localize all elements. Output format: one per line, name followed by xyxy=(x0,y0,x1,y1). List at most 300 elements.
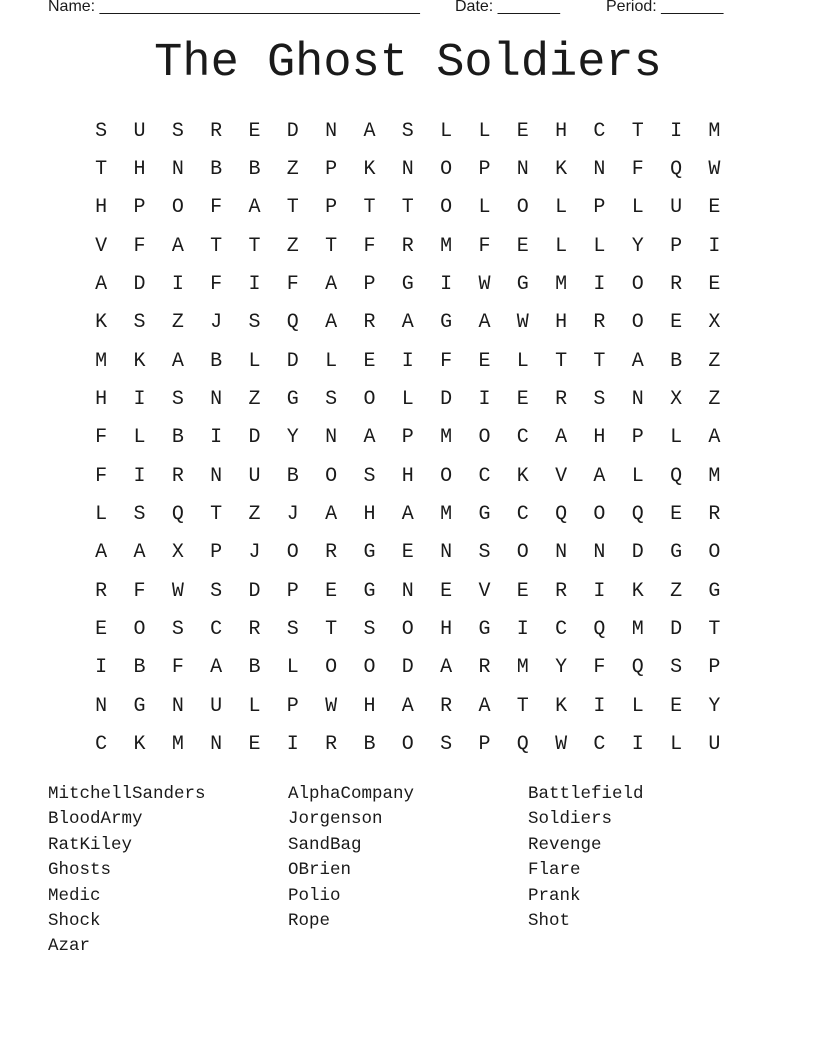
grid-cell: O xyxy=(133,617,146,641)
grid-cell: O xyxy=(440,464,453,488)
grid-cell: I xyxy=(593,694,606,718)
grid-cell: L xyxy=(325,349,338,373)
grid-row xyxy=(82,380,734,418)
grid-cell: T xyxy=(325,617,338,641)
grid-cell: M xyxy=(631,617,644,641)
grid-cell: I xyxy=(95,656,108,680)
grid-cell: H xyxy=(440,617,453,641)
grid-cell: A xyxy=(325,502,338,526)
grid-cell: W xyxy=(555,732,568,756)
grid-cell: O xyxy=(401,617,414,641)
grid-cell: N xyxy=(210,732,223,756)
grid-cell: M xyxy=(440,426,453,450)
grid-cell: G xyxy=(478,617,491,641)
grid-cell: K xyxy=(555,157,568,181)
grid-cell: R xyxy=(95,579,108,603)
grid-cell: D xyxy=(670,617,683,641)
grid-cell: T xyxy=(363,196,376,220)
grid-cell: U xyxy=(210,694,223,718)
grid-cell: N xyxy=(401,579,414,603)
grid-cell: E xyxy=(670,502,683,526)
grid-cell: T xyxy=(210,502,223,526)
grid-cell: Z xyxy=(248,387,261,411)
word-column-1 xyxy=(48,782,278,960)
grid-cell: K xyxy=(95,311,108,335)
grid-cell: I xyxy=(708,234,721,258)
grid-cell: P xyxy=(133,196,146,220)
grid-cell: L xyxy=(670,732,683,756)
grid-cell: R xyxy=(248,617,261,641)
grid-cell: D xyxy=(440,387,453,411)
grid-cell: E xyxy=(363,349,376,373)
grid-cell: G xyxy=(363,541,376,565)
word-item: AlphaCompany xyxy=(288,784,415,804)
grid-cell: I xyxy=(516,617,529,641)
grid-row xyxy=(82,495,734,533)
grid-cell: N xyxy=(593,157,606,181)
grid-cell: F xyxy=(210,196,223,220)
grid-cell: R xyxy=(401,234,414,258)
grid-cell: E xyxy=(516,579,529,603)
grid-cell: K xyxy=(555,694,568,718)
grid-cell: L xyxy=(631,464,644,488)
grid-row xyxy=(82,687,734,725)
word-column-3 xyxy=(528,782,758,934)
grid-cell: O xyxy=(286,541,299,565)
word-item: Medic xyxy=(48,885,101,906)
grid-cell: T xyxy=(248,234,261,258)
grid-cell: C xyxy=(210,617,223,641)
grid-cell: O xyxy=(363,656,376,680)
name-field: Name: ____________________________________ xyxy=(48,0,420,15)
grid-cell: P xyxy=(325,196,338,220)
grid-cell: D xyxy=(248,426,261,450)
grid-cell: I xyxy=(440,272,453,296)
grid-cell: B xyxy=(286,464,299,488)
grid-cell: Q xyxy=(631,656,644,680)
grid-cell: R xyxy=(708,502,721,526)
grid-cell: S xyxy=(363,617,376,641)
worksheet-header xyxy=(48,0,748,20)
grid-cell: L xyxy=(440,119,453,143)
grid-cell: G xyxy=(670,541,683,565)
grid-cell: S xyxy=(95,119,108,143)
grid-cell: Y xyxy=(708,694,721,718)
grid-cell: S xyxy=(478,541,491,565)
word-item: Shot xyxy=(528,911,571,932)
grid-row xyxy=(82,342,734,380)
grid-cell: Z xyxy=(248,502,261,526)
grid-cell: T xyxy=(401,196,414,220)
word-item: BloodArmy xyxy=(48,809,143,830)
grid-cell: Q xyxy=(171,502,184,526)
word-item: Jorgenson xyxy=(288,809,383,830)
grid-cell: Z xyxy=(670,579,683,603)
grid-cell: N xyxy=(171,694,184,718)
grid-cell: T xyxy=(516,694,529,718)
grid-cell: S xyxy=(363,464,376,488)
grid-cell: I xyxy=(171,272,184,296)
grid-cell: V xyxy=(95,234,108,258)
word-item: Ghosts xyxy=(48,860,112,881)
grid-cell: N xyxy=(440,541,453,565)
grid-cell: S xyxy=(593,387,606,411)
grid-cell: I xyxy=(133,387,146,411)
grid-cell: S xyxy=(171,617,184,641)
grid-cell: H xyxy=(593,426,606,450)
grid-cell: A xyxy=(593,464,606,488)
grid-cell: B xyxy=(210,349,223,373)
grid-cell: S xyxy=(670,656,683,680)
grid-cell: A xyxy=(363,426,376,450)
word-item: Battlefield xyxy=(528,784,644,804)
grid-cell: I xyxy=(631,732,644,756)
grid-cell: J xyxy=(210,311,223,335)
puzzle-title: The Ghost Soldiers xyxy=(154,37,662,90)
grid-cell: N xyxy=(593,541,606,565)
grid-cell: Z xyxy=(286,157,299,181)
grid-cell: F xyxy=(95,426,108,450)
grid-cell: R xyxy=(478,656,491,680)
grid-cell: N xyxy=(210,464,223,488)
grid-cell: Q xyxy=(555,502,568,526)
grid-cell: F xyxy=(286,272,299,296)
grid-cell: O xyxy=(593,502,606,526)
grid-cell: V xyxy=(478,579,491,603)
grid-cell: E xyxy=(516,387,529,411)
grid-cell: H xyxy=(401,464,414,488)
word-item: Flare xyxy=(528,860,581,881)
word-item: RatKiley xyxy=(48,834,133,855)
grid-cell: E xyxy=(440,579,453,603)
grid-cell: F xyxy=(631,157,644,181)
word-item: Shock xyxy=(48,911,101,932)
grid-cell: E xyxy=(670,694,683,718)
grid-cell: G xyxy=(401,272,414,296)
grid-cell: V xyxy=(555,464,568,488)
grid-cell: P xyxy=(325,157,338,181)
grid-cell: N xyxy=(631,387,644,411)
grid-row xyxy=(82,457,734,495)
grid-cell: A xyxy=(555,426,568,450)
grid-cell: A xyxy=(478,694,491,718)
grid-cell: W xyxy=(478,272,491,296)
grid-cell: R xyxy=(363,311,376,335)
grid-cell: E xyxy=(670,311,683,335)
grid-cell: T xyxy=(325,234,338,258)
grid-cell: T xyxy=(286,196,299,220)
grid-cell: O xyxy=(516,196,529,220)
grid-cell: I xyxy=(210,426,223,450)
grid-cell: C xyxy=(593,119,606,143)
grid-cell: S xyxy=(133,311,146,335)
grid-cell: B xyxy=(248,656,261,680)
grid-cell: A xyxy=(401,502,414,526)
grid-cell: L xyxy=(133,426,146,450)
word-item: OBrien xyxy=(288,860,352,881)
grid-cell: B xyxy=(210,157,223,181)
grid-cell: O xyxy=(631,272,644,296)
grid-cell: E xyxy=(248,119,261,143)
grid-cell: R xyxy=(440,694,453,718)
grid-cell: Q xyxy=(631,502,644,526)
grid-cell: E xyxy=(401,541,414,565)
grid-cell: O xyxy=(325,656,338,680)
grid-cell: L xyxy=(248,349,261,373)
grid-cell: R xyxy=(593,311,606,335)
grid-cell: H xyxy=(363,694,376,718)
grid-cell: E xyxy=(248,732,261,756)
grid-cell: X xyxy=(708,311,721,335)
grid-cell: F xyxy=(210,272,223,296)
grid-cell: R xyxy=(325,732,338,756)
grid-cell: T xyxy=(631,119,644,143)
grid-row xyxy=(82,572,734,610)
grid-cell: L xyxy=(95,502,108,526)
grid-cell: G xyxy=(478,502,491,526)
grid-cell: F xyxy=(363,234,376,258)
grid-cell: F xyxy=(133,234,146,258)
grid-cell: R xyxy=(171,464,184,488)
grid-cell: B xyxy=(363,732,376,756)
grid-cell: M xyxy=(95,349,108,373)
grid-cell: S xyxy=(210,579,223,603)
grid-cell: Q xyxy=(516,732,529,756)
grid-row xyxy=(82,725,734,763)
grid-cell: O xyxy=(631,311,644,335)
grid-cell: U xyxy=(133,119,146,143)
grid-cell: I xyxy=(248,272,261,296)
grid-cell: O xyxy=(708,541,721,565)
grid-cell: U xyxy=(248,464,261,488)
grid-cell: I xyxy=(593,579,606,603)
grid-cell: N xyxy=(325,426,338,450)
grid-cell: H xyxy=(363,502,376,526)
grid-row xyxy=(82,189,734,227)
grid-cell: T xyxy=(593,349,606,373)
grid-cell: S xyxy=(401,119,414,143)
grid-cell: I xyxy=(670,119,683,143)
grid-cell: K xyxy=(133,732,146,756)
grid-cell: N xyxy=(210,387,223,411)
grid-cell: Z xyxy=(708,387,721,411)
grid-cell: Q xyxy=(670,157,683,181)
grid-cell: E xyxy=(325,579,338,603)
grid-cell: D xyxy=(401,656,414,680)
grid-cell: W xyxy=(171,579,184,603)
grid-cell: U xyxy=(670,196,683,220)
grid-cell: P xyxy=(593,196,606,220)
grid-cell: A xyxy=(440,656,453,680)
grid-cell: H xyxy=(555,119,568,143)
grid-cell: A xyxy=(171,234,184,258)
grid-cell: S xyxy=(286,617,299,641)
grid-cell: N xyxy=(171,157,184,181)
grid-cell: W xyxy=(708,157,721,181)
grid-cell: Q xyxy=(670,464,683,488)
grid-cell: X xyxy=(171,541,184,565)
grid-cell: X xyxy=(670,387,683,411)
grid-cell: D xyxy=(631,541,644,565)
grid-cell: S xyxy=(248,311,261,335)
grid-cell: K xyxy=(631,579,644,603)
grid-cell: Z xyxy=(171,311,184,335)
period-field: Period: _______ xyxy=(606,0,724,15)
grid-cell: P xyxy=(363,272,376,296)
grid-cell: N xyxy=(555,541,568,565)
grid-cell: N xyxy=(325,119,338,143)
grid-cell: Q xyxy=(593,617,606,641)
grid-cell: P xyxy=(401,426,414,450)
grid-cell: W xyxy=(516,311,529,335)
grid-cell: I xyxy=(478,387,491,411)
grid-cell: D xyxy=(133,272,146,296)
grid-cell: L xyxy=(286,656,299,680)
grid-cell: A xyxy=(478,311,491,335)
grid-cell: Y xyxy=(286,426,299,450)
grid-cell: A xyxy=(401,694,414,718)
grid-cell: P xyxy=(631,426,644,450)
grid-cell: W xyxy=(325,694,338,718)
grid-cell: Q xyxy=(286,311,299,335)
grid-cell: H xyxy=(95,196,108,220)
grid-cell: F xyxy=(478,234,491,258)
grid-cell: P xyxy=(670,234,683,258)
grid-cell: L xyxy=(670,426,683,450)
grid-cell: I xyxy=(401,349,414,373)
grid-cell: R xyxy=(555,579,568,603)
grid-cell: O xyxy=(478,426,491,450)
grid-cell: O xyxy=(171,196,184,220)
grid-cell: L xyxy=(631,196,644,220)
grid-cell: F xyxy=(171,656,184,680)
grid-cell: A xyxy=(210,656,223,680)
grid-cell: H xyxy=(555,311,568,335)
grid-cell: C xyxy=(593,732,606,756)
grid-cell: B xyxy=(171,426,184,450)
grid-cell: A xyxy=(631,349,644,373)
grid-cell: S xyxy=(440,732,453,756)
grid-row xyxy=(82,610,734,648)
grid-cell: S xyxy=(133,502,146,526)
grid-cell: E xyxy=(95,617,108,641)
grid-cell: P xyxy=(478,732,491,756)
grid-cell: L xyxy=(248,694,261,718)
word-item: MitchellSanders xyxy=(48,784,206,804)
grid-cell: Z xyxy=(286,234,299,258)
grid-cell: O xyxy=(401,732,414,756)
date-field: Date: _______ xyxy=(455,0,560,15)
grid-row xyxy=(82,227,734,265)
grid-cell: F xyxy=(95,464,108,488)
grid-cell: R xyxy=(210,119,223,143)
grid-cell: M xyxy=(555,272,568,296)
grid-cell: P xyxy=(286,694,299,718)
grid-cell: G xyxy=(133,694,146,718)
grid-cell: B xyxy=(248,157,261,181)
grid-cell: I xyxy=(133,464,146,488)
grid-cell: C xyxy=(478,464,491,488)
grid-cell: L xyxy=(401,387,414,411)
word-item: Rope xyxy=(288,911,331,932)
grid-cell: G xyxy=(363,579,376,603)
grid-cell: K xyxy=(133,349,146,373)
grid-cell: N xyxy=(401,157,414,181)
grid-row xyxy=(82,534,734,572)
grid-cell: H xyxy=(95,387,108,411)
grid-cell: S xyxy=(325,387,338,411)
grid-cell: O xyxy=(440,196,453,220)
grid-cell: Y xyxy=(631,234,644,258)
grid-cell: F xyxy=(133,579,146,603)
grid-cell: M xyxy=(440,234,453,258)
grid-cell: O xyxy=(363,387,376,411)
grid-cell: E xyxy=(708,272,721,296)
grid-cell: C xyxy=(555,617,568,641)
grid-cell: N xyxy=(95,694,108,718)
grid-row xyxy=(82,419,734,457)
grid-cell: J xyxy=(286,502,299,526)
grid-cell: K xyxy=(516,464,529,488)
grid-cell: I xyxy=(286,732,299,756)
grid-cell: M xyxy=(708,464,721,488)
grid-cell: Z xyxy=(708,349,721,373)
grid-cell: O xyxy=(325,464,338,488)
grid-cell: M xyxy=(516,656,529,680)
grid-row xyxy=(82,649,734,687)
grid-cell: F xyxy=(440,349,453,373)
grid-cell: C xyxy=(516,426,529,450)
word-item: SandBag xyxy=(288,834,362,855)
grid-cell: O xyxy=(440,157,453,181)
grid-cell: N xyxy=(516,157,529,181)
letter-grid xyxy=(82,112,734,764)
grid-cell: T xyxy=(210,234,223,258)
grid-cell: C xyxy=(516,502,529,526)
grid-cell: I xyxy=(593,272,606,296)
grid-cell: G xyxy=(440,311,453,335)
grid-cell: E xyxy=(516,119,529,143)
word-item: Revenge xyxy=(528,834,602,855)
grid-cell: P xyxy=(286,579,299,603)
word-item: Prank xyxy=(528,885,581,906)
grid-cell: L xyxy=(478,119,491,143)
grid-row xyxy=(82,150,734,188)
grid-cell: A xyxy=(401,311,414,335)
grid-row xyxy=(82,265,734,303)
word-item: Polio xyxy=(288,885,341,906)
grid-cell: R xyxy=(325,541,338,565)
grid-cell: J xyxy=(248,541,261,565)
grid-cell: P xyxy=(708,656,721,680)
grid-cell: O xyxy=(516,541,529,565)
word-item: Azar xyxy=(48,936,91,957)
grid-cell: A xyxy=(325,311,338,335)
grid-cell: P xyxy=(210,541,223,565)
grid-cell: L xyxy=(516,349,529,373)
grid-cell: A xyxy=(95,272,108,296)
grid-cell: L xyxy=(478,196,491,220)
grid-cell: F xyxy=(593,656,606,680)
grid-cell: A xyxy=(363,119,376,143)
grid-cell: D xyxy=(248,579,261,603)
grid-cell: L xyxy=(631,694,644,718)
grid-cell: C xyxy=(95,732,108,756)
grid-cell: G xyxy=(516,272,529,296)
word-column-2 xyxy=(288,782,518,934)
grid-cell: A xyxy=(171,349,184,373)
grid-cell: E xyxy=(516,234,529,258)
